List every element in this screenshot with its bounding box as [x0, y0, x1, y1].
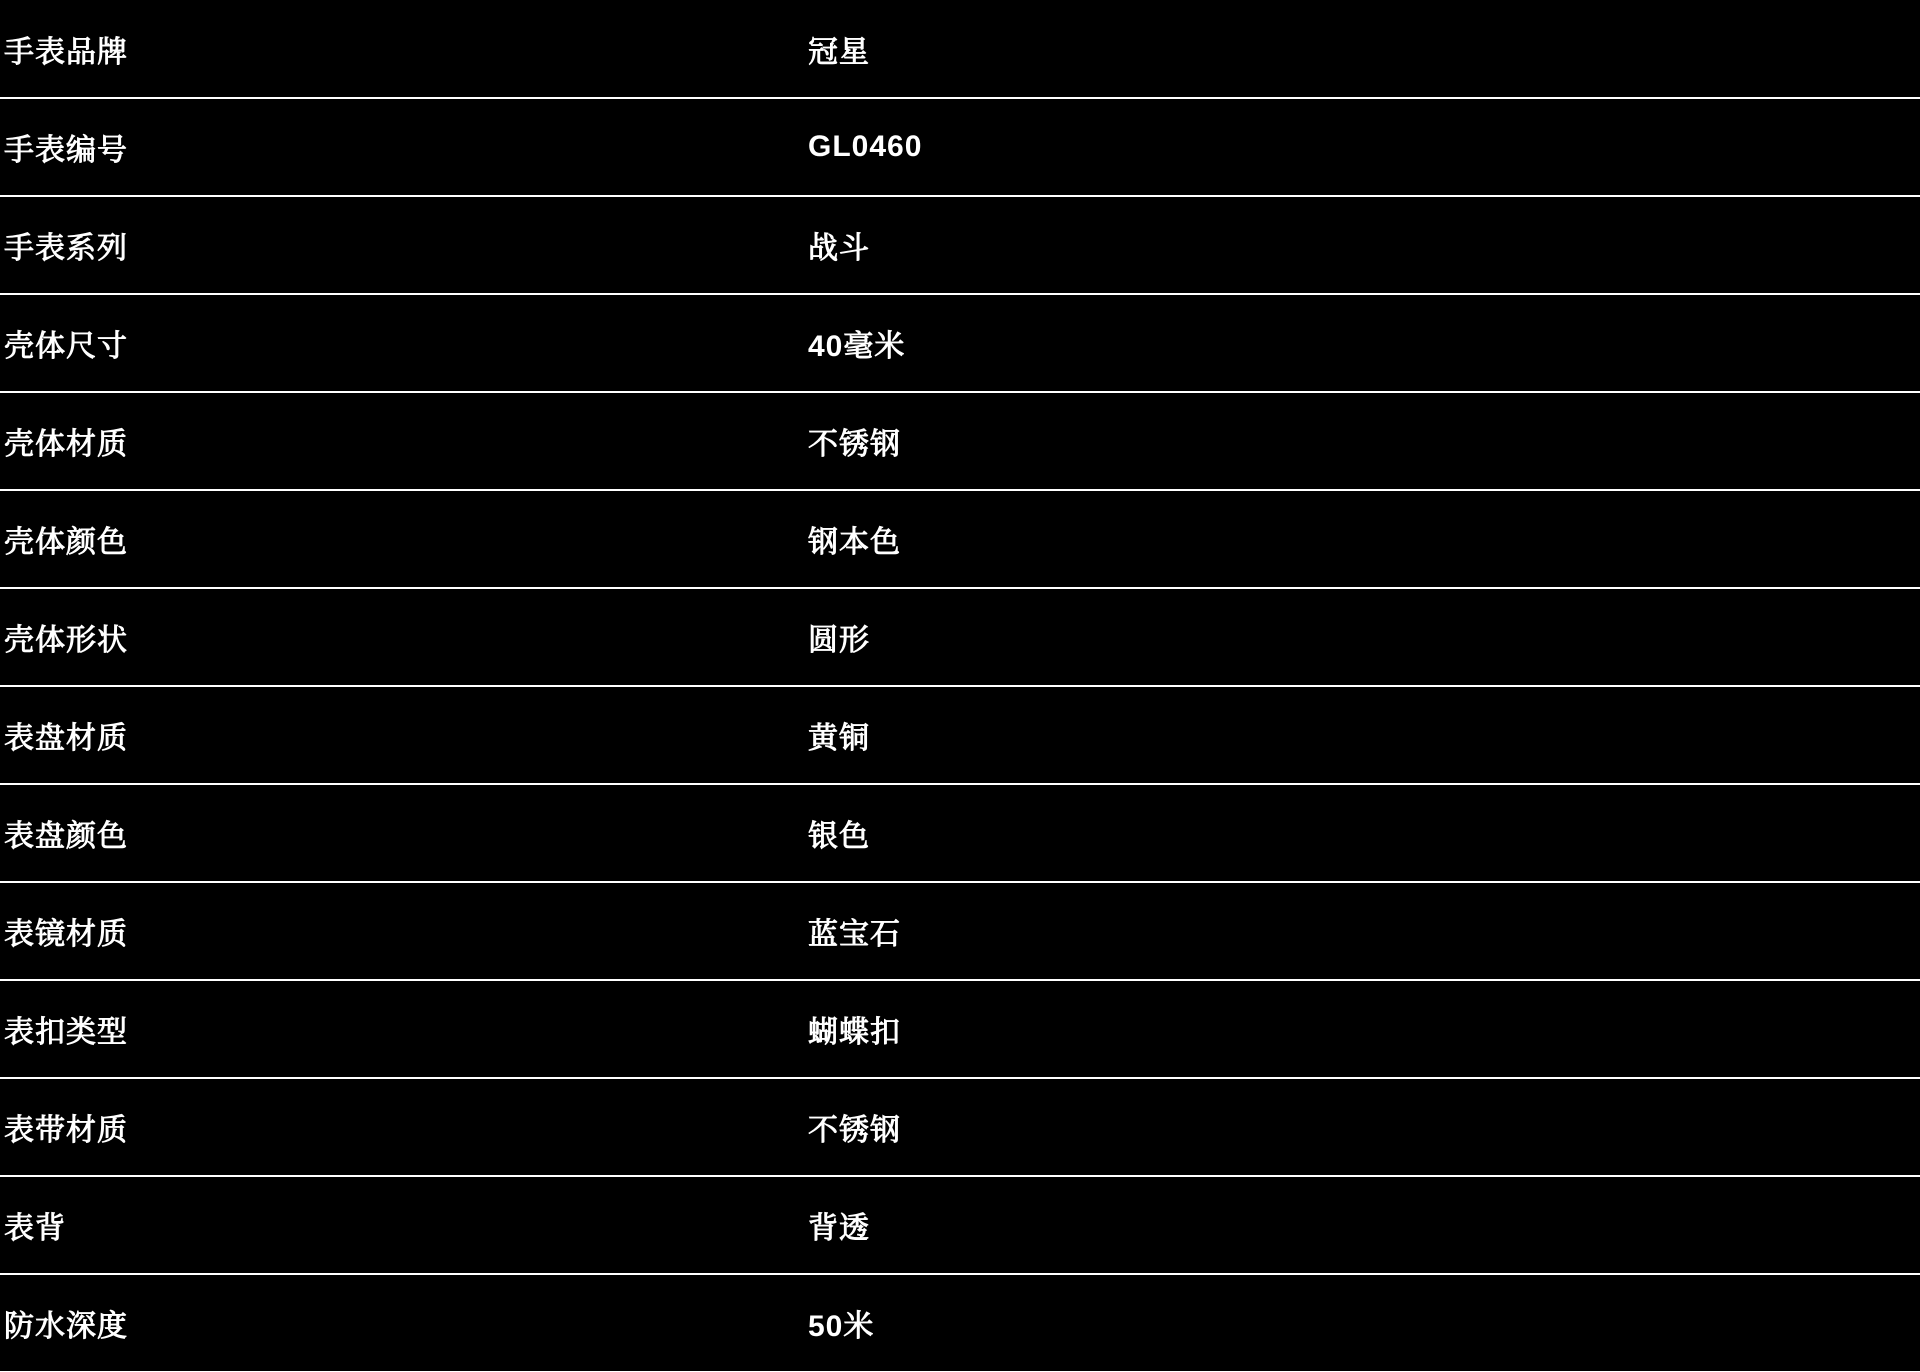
table-row	[0, 98, 1920, 196]
spec-value: 背透	[808, 1212, 870, 1245]
table-row	[0, 980, 1920, 1078]
spec-label: 壳体颜色	[4, 526, 128, 559]
spec-label: 表带材质	[4, 1114, 128, 1147]
table-row	[0, 882, 1920, 980]
table-row	[0, 196, 1920, 294]
spec-label: 壳体尺寸	[4, 330, 128, 363]
table-row	[0, 490, 1920, 588]
spec-label: 表镜材质	[4, 918, 128, 951]
spec-value: 圆形	[808, 624, 870, 657]
spec-value: 银色	[808, 820, 870, 853]
table-row	[0, 588, 1920, 686]
table-row	[0, 686, 1920, 784]
spec-label: 表背	[4, 1212, 66, 1245]
spec-value: 冠星	[808, 35, 870, 69]
table-row	[0, 784, 1920, 882]
spec-value: 蓝宝石	[808, 918, 901, 951]
spec-value: GL0460	[808, 130, 923, 163]
spec-label: 手表编号	[4, 134, 128, 167]
spec-label: 壳体材质	[4, 428, 128, 461]
spec-value: 钢本色	[808, 526, 901, 559]
table-row	[0, 1078, 1920, 1176]
table-row	[0, 1274, 1920, 1372]
table-row	[0, 294, 1920, 392]
spec-label: 手表系列	[4, 232, 128, 265]
spec-value: 黄铜	[808, 722, 870, 755]
spec-label: 手表品牌	[4, 35, 128, 69]
table-row	[0, 0, 1920, 98]
table-row	[0, 1176, 1920, 1274]
spec-label: 防水深度	[4, 1310, 128, 1343]
spec-label: 表扣类型	[4, 1016, 128, 1049]
spec-value: 蝴蝶扣	[808, 1016, 901, 1049]
spec-label: 表盘颜色	[4, 820, 128, 853]
spec-value: 不锈钢	[808, 1114, 901, 1147]
spec-value: 50米	[808, 1310, 875, 1343]
spec-label: 壳体形状	[4, 624, 128, 657]
spec-value: 40毫米	[808, 330, 906, 363]
spec-label: 表盘材质	[4, 722, 128, 755]
table-row	[0, 392, 1920, 490]
spec-value: 不锈钢	[808, 428, 901, 461]
spec-value: 战斗	[808, 232, 870, 265]
